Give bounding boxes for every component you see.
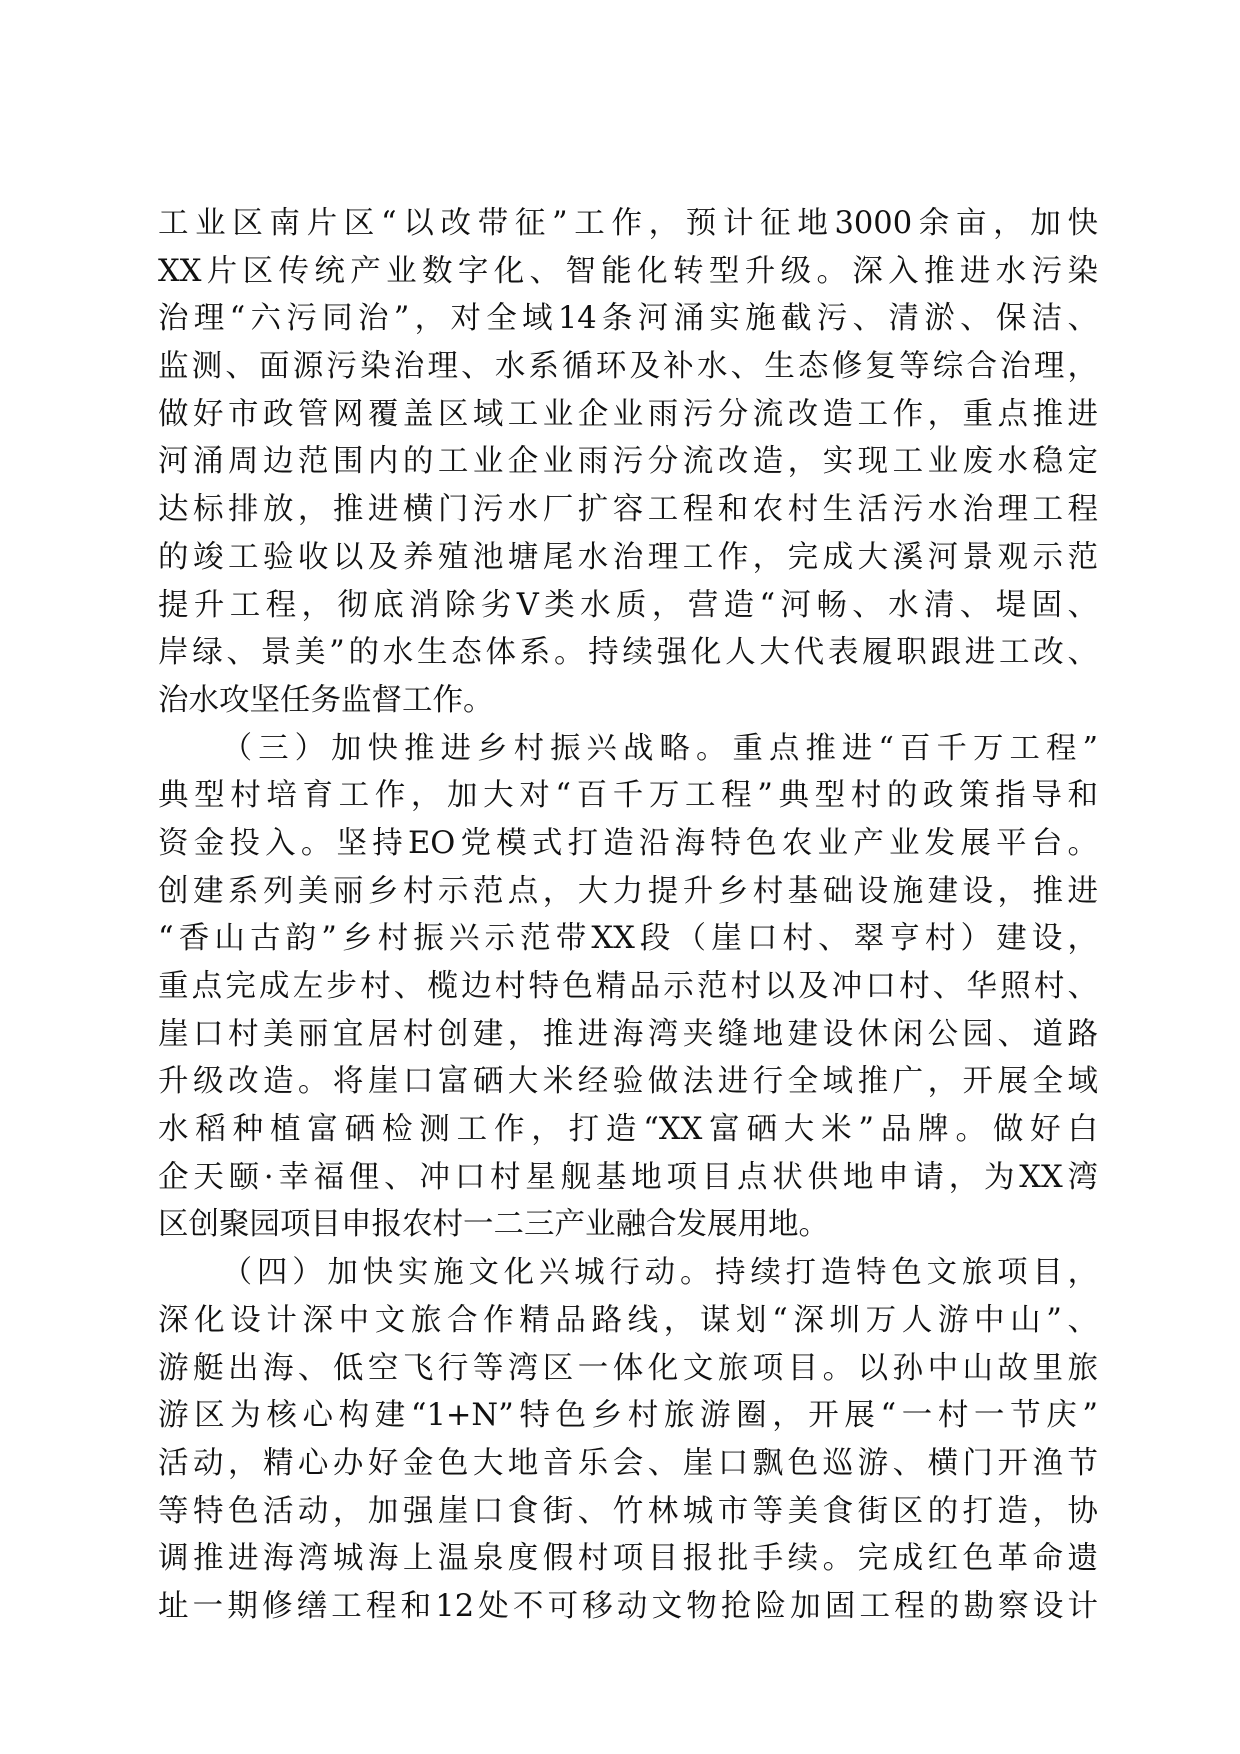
text-line: 岸绿、景美”的水生态体系。持续强化人大代表履职跟进工改、 <box>158 635 1098 671</box>
section-heading-four: （四）加快实施文化兴城行动。持续打造特色文旅项目， <box>221 1255 1098 1291</box>
text-line: 工业区南片区“以改带征”工作，预计征地3000余亩，加快 <box>158 206 1098 241</box>
text-line: 提升工程，彻底消除劣Ⅴ类水质，营造“河畅、水清、堤固、 <box>158 587 1098 623</box>
text-line: 游区为核心构建“1+N”特色乡村旅游圈，开展“一村一节庆” <box>158 1398 1098 1434</box>
text-line: 治理“六污同治”，对全域14条河涌实施截污、清淤、保洁、 <box>158 301 1098 337</box>
text-line: “香山古韵”乡村振兴示范带XX段（崖口村、翠亨村）建设， <box>158 921 1098 957</box>
text-line: 资金投入。坚持EO党模式打造沿海特色农业产业发展平台。 <box>158 825 1098 861</box>
text-line: 典型村培育工作，加大对“百千万工程”典型村的政策指导和 <box>158 778 1098 814</box>
text-line: 企天颐·幸福俚、冲口村星舰基地项目点状供地申请，为XX湾 <box>158 1159 1098 1195</box>
text-line: 游艇出海、低空飞行等湾区一体化文旅项目。以孙中山故里旅 <box>158 1350 1098 1386</box>
text-line: 监测、面源污染治理、水系循环及补水、生态修复等综合治理， <box>158 349 1098 385</box>
text-line: XX片区传统产业数字化、智能化转型升级。深入推进水污染 <box>158 253 1098 289</box>
text-line: 等特色活动，加强崖口食街、竹林城市等美食街区的打造，协 <box>158 1493 1098 1529</box>
text-line: 水稻种植富硒检测工作，打造“XX富硒大米”品牌。做好白 <box>158 1112 1098 1148</box>
text-line: 达标排放，推进横门污水厂扩容工程和农村生活污水治理工程 <box>158 492 1098 528</box>
text-line-paragraph-end: 治水攻坚任务监督工作。 <box>158 682 494 718</box>
text-line: 创建系列美丽乡村示范点，大力提升乡村基础设施建设，推进 <box>158 873 1098 909</box>
text-line: 做好市政管网覆盖区域工业企业雨污分流改造工作，重点推进 <box>158 396 1098 432</box>
text-line: 升级改造。将崖口富硒大米经验做法进行全域推广，开展全域 <box>158 1064 1098 1100</box>
text-line: 址一期修缮工程和12处不可移动文物抢险加固工程的勘察设计 <box>158 1588 1098 1624</box>
text-line: 深化设计深中文旅合作精品路线，谋划“深圳万人游中山”、 <box>158 1302 1098 1338</box>
text-line: 活动，精心办好金色大地音乐会、崖口飘色巡游、横门开渔节 <box>158 1445 1098 1481</box>
text-line: 的竣工验收以及养殖池塘尾水治理工作，完成大溪河景观示范 <box>158 539 1098 575</box>
text-line: 重点完成左步村、榄边村特色精品示范村以及冲口村、华照村、 <box>158 969 1098 1004</box>
text-line: 崖口村美丽宜居村创建，推进海湾夹缝地建设休闲公园、道路 <box>158 1016 1098 1052</box>
section-heading-three: （三）加快推进乡村振兴战略。重点推进“百千万工程” <box>221 730 1098 766</box>
text-line: 河涌周边范围内的工业企业雨污分流改造，实现工业废水稳定 <box>158 444 1098 480</box>
text-line: 调推进海湾城海上温泉度假村项目报批手续。完成红色革命遗 <box>158 1541 1098 1577</box>
body-text <box>158 200 1098 1631</box>
text-line-paragraph-end: 区创聚园项目申报农村一二三产业融合发展用地。 <box>158 1207 829 1243</box>
